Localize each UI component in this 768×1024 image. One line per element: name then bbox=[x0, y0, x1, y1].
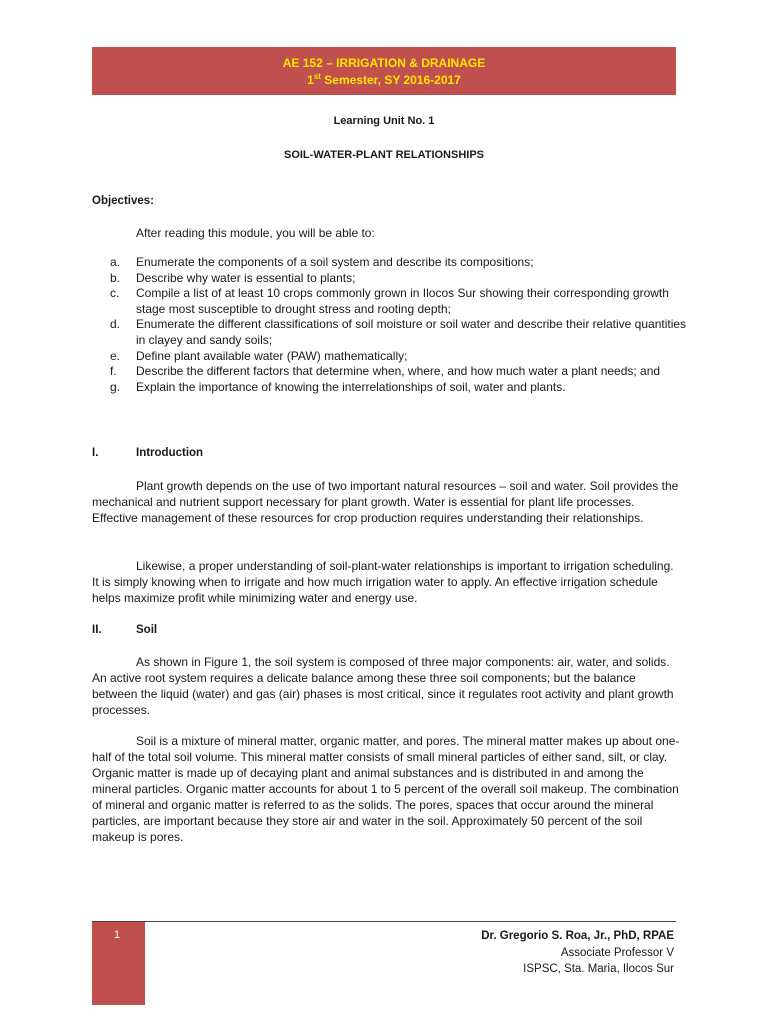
introduction-paragraph-1: Plant growth depends on the use of two important natural resources – soil and water. Soil provides the mechanical and nutrient support necessary for plant growth. Water is essential for plant life processes. Effective management of these resources for crop production requires understanding their relationships. bbox=[92, 479, 679, 525]
semester-ordinal-suffix: st bbox=[313, 72, 321, 81]
section-title: Soil bbox=[136, 624, 158, 636]
objective-marker: c. bbox=[110, 286, 120, 301]
objective-item bbox=[92, 349, 692, 365]
objectives-intro: After reading this module, you will be able to: bbox=[136, 226, 375, 240]
objective-text: Define plant available water (PAW) mathematically; bbox=[136, 348, 408, 363]
soil-paragraph-1: As shown in Figure 1, the soil system is composed of three major components: air, water, and solids. An active root system requires a delicate balance among these three soil components; but the balance between the liquid (water) and gas (air) phases is most critical, since it regulates root activity and plant growth processes. bbox=[92, 655, 674, 717]
objective-marker: g. bbox=[110, 379, 121, 394]
section-heading-soil bbox=[92, 624, 157, 636]
author-title: Associate Professor V bbox=[560, 946, 674, 959]
course-title: AE 152 – IRRIGATION & DRAINAGE bbox=[282, 56, 486, 70]
topic-title: SOIL-WATER-PLANT RELATIONSHIPS bbox=[283, 149, 485, 161]
section-heading-introduction bbox=[92, 447, 203, 459]
objective-marker: d. bbox=[110, 317, 121, 332]
author-block bbox=[481, 928, 674, 978]
footer-divider bbox=[92, 921, 676, 922]
section-number: I. bbox=[92, 447, 99, 459]
objective-item bbox=[92, 317, 692, 348]
objective-text: Describe why water is essential to plants; bbox=[136, 270, 356, 285]
objective-marker: a. bbox=[110, 255, 121, 269]
objective-item bbox=[92, 364, 692, 380]
document-header-band bbox=[92, 47, 676, 95]
objective-text: Enumerate the components of a soil system and describe its compositions; bbox=[136, 255, 534, 269]
author-name: Dr. Gregorio S. Roa, Jr., PhD, RPAE bbox=[481, 930, 674, 942]
page-number: 1 bbox=[114, 929, 121, 941]
semester-ordinal: 1 bbox=[307, 73, 314, 87]
objective-item bbox=[92, 255, 692, 271]
objective-text: Enumerate the different classifications of soil moisture or soil water and describe their relative quantities in clayey and sandy soils; bbox=[136, 317, 687, 347]
objectives-heading: Objectives: bbox=[92, 195, 154, 207]
introduction-paragraph-2: Likewise, a proper understanding of soil-plant-water relationships is important to irrigation scheduling. It is simply knowing when to irrigate and how much irrigation water to apply. An effective irrigation schedule helps maximize profit while minimizing water and energy use. bbox=[92, 559, 674, 605]
objective-marker: e. bbox=[110, 348, 121, 363]
section-title: Introduction bbox=[136, 447, 204, 459]
page-number-box bbox=[92, 922, 145, 1005]
semester-text: Semester, SY 2016-2017 bbox=[320, 73, 461, 87]
objective-item bbox=[92, 286, 692, 317]
semester-line bbox=[92, 72, 676, 89]
section-number: II. bbox=[92, 624, 102, 636]
objective-marker: f. bbox=[110, 364, 117, 379]
objective-item bbox=[92, 380, 692, 396]
objective-text: Explain the importance of knowing the interrelationships of soil, water and plants. bbox=[136, 379, 566, 394]
objective-text: Compile a list of at least 10 crops commonly grown in Ilocos Sur showing their corresponding growth stage most susceptible to drought stress and rooting depth; bbox=[136, 286, 669, 316]
objective-text: Describe the different factors that determine when, where, and how much water a plant needs; and bbox=[136, 364, 661, 379]
objectives-list bbox=[92, 255, 692, 395]
objective-item bbox=[92, 271, 692, 287]
author-affiliation: ISPSC, Sta. Maria, Ilocos Sur bbox=[523, 963, 674, 975]
unit-title: Learning Unit No. 1 bbox=[333, 115, 435, 127]
objective-marker: b. bbox=[110, 270, 121, 285]
soil-paragraph-2: Soil is a mixture of mineral matter, organic matter, and pores. The mineral matter makes up about one-half of the total soil volume. This mineral matter consists of small mineral particles of either sand, silt, or clay. Organic matter is made up of decaying plant and animal substances and is distributed in and among the mineral particles. Organic matter accounts for about 1 to 5 percent of the overall soil makeup. The combination of mineral and organic matter is referred to as the solids. The pores, spaces that occur around the mineral particles, are important because they store air and water in the soil. Approximately 50 percent of the soil makeup is pores. bbox=[92, 734, 680, 844]
